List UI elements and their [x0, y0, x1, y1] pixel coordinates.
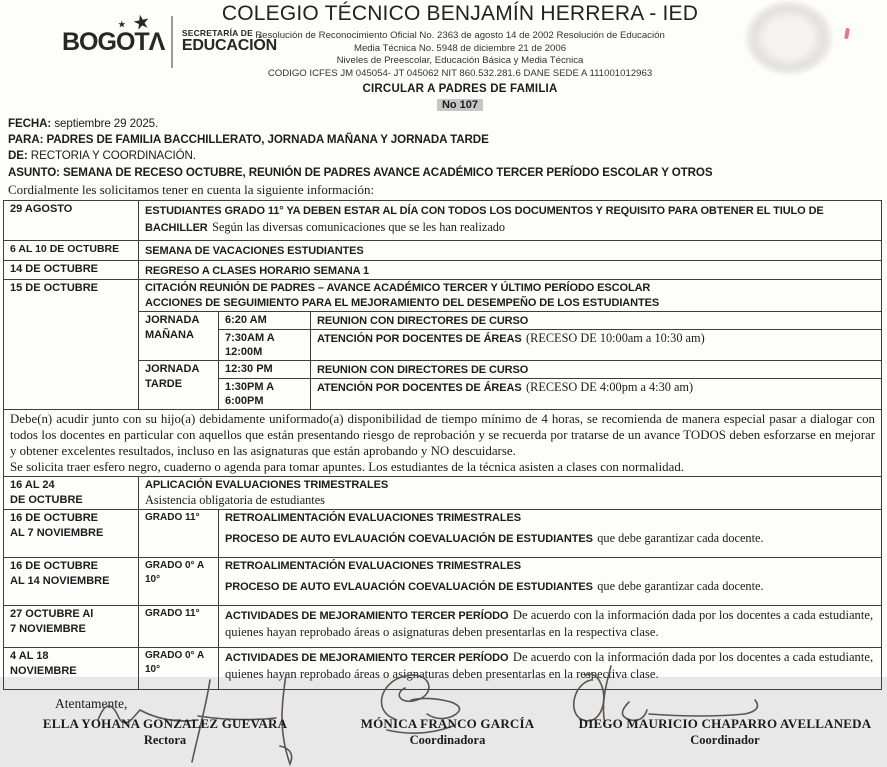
row9-bold-text: ACTIVIDADES DE MEJORAMIENTO TERCER PERÍODO	[225, 652, 509, 665]
slot-desc-normal: (RECESO DE 4:00pm a 4:30 am)	[526, 380, 694, 395]
row3-content	[139, 260, 882, 280]
signer-name: MÓNICA FRANCO GARCÍA	[360, 716, 535, 732]
letter-meta	[0, 108, 887, 200]
resolution-line-3: Niveles de Preescolar, Educación Básica y Media Técnica	[336, 55, 584, 66]
resolution-line-1: Resolución de Reconocimiento Oficial No. 2363 de agosto 14 de 2002 Resolución de Educación	[255, 30, 665, 41]
jornada-manana-cell	[139, 312, 219, 361]
row6-date-line1: 16 DE OCTUBRE	[10, 512, 99, 525]
signature-block-rectora	[0, 716, 330, 748]
row5-date	[4, 477, 139, 510]
row4-title-2: ACCIONES DE SEGUIMIENTO PARA EL MEJORAMIENTO DEL DESEMPEÑO DE LOS ESTUDIANTES	[145, 296, 660, 309]
row3-bold-text: REGRESO A CLASES HORARIO SEMANA 1	[145, 264, 370, 277]
bogota-text: BOGOT	[62, 27, 149, 56]
jornada-tarde-cell	[139, 361, 219, 410]
seal-stamp-icon	[744, 0, 834, 76]
row7-date	[4, 558, 139, 606]
school-name: COLEGIO TÉCNICO BENJAMÍN HERRERA - IED	[221, 2, 699, 25]
slot-desc-bold: ATENCIÓN POR DOCENTES DE ÁREAS	[317, 333, 522, 346]
fecha-line	[8, 116, 879, 132]
table-row	[4, 201, 882, 241]
table-row	[4, 410, 882, 477]
row7-bold-line1: RETROALIMENTACIÓN EVALUACIONES TRIMESTRALES	[225, 560, 521, 573]
table-row	[4, 260, 882, 280]
asunto-value: SEMANA DE RECESO OCTUBRE, REUNIÓN DE PADRES AVANCE ACADÉMICO TERCER PERÍODO ESCOLAR Y OTROS	[63, 165, 713, 179]
fecha-value: septiembre 29 2025.	[54, 117, 159, 130]
slot-time: 12:30 PM	[219, 361, 311, 379]
para-line	[8, 132, 879, 148]
circular-number-badge: No 107	[437, 99, 483, 111]
asunto-label: ASUNTO:	[8, 165, 60, 179]
row8-bold-text: ACTIVIDADES DE MEJORAMIENTO TERCER PERÍODO	[225, 610, 509, 623]
row8-content	[219, 606, 882, 648]
star-icon: ★	[132, 11, 151, 33]
resolution-line-2: Media Técnica No. 5948 de diciembre 21 de 2006	[353, 42, 567, 54]
row1-date: 29 AGOSTO	[4, 201, 139, 241]
closing-line: Atentamente,	[55, 696, 128, 712]
jornada-label: JORNADA	[145, 314, 200, 327]
educacion-text: EDUCACIÓN	[181, 37, 277, 55]
header-center-block	[160, 2, 760, 113]
table-row	[4, 510, 882, 558]
de-line	[8, 148, 879, 164]
row2-content	[139, 241, 882, 261]
row9-grado: GRADO 0° A 10°	[139, 648, 219, 690]
slot-desc	[311, 330, 882, 361]
slot-desc-normal: (RECESO DE 10:00am a 10:30 am)	[526, 331, 705, 346]
row4-title-1: CITACIÓN REUNIÓN DE PADRES – AVANCE ACADÉMICO TERCER Y ÚLTIMO PERÍODO ESCOLAR	[145, 282, 651, 295]
row7-grado: GRADO 0° A 10°	[139, 558, 219, 606]
slot-time: 1:30PM A 6:00PM	[219, 379, 311, 410]
note-row	[4, 410, 882, 477]
slot-desc-bold: ATENCIÓN POR DOCENTES DE ÁREAS	[317, 382, 522, 395]
row7-date-line2: AL 14 NOVIEMBRE	[10, 575, 110, 588]
bogota-wordmark	[62, 11, 165, 57]
row7-content	[219, 558, 882, 606]
row5-date-line2: DE OCTUBRE	[10, 494, 83, 507]
row8-grado: GRADO 11°	[139, 606, 219, 648]
jornada-label: JORNADA	[145, 363, 200, 376]
signer-role: Coordinador	[690, 733, 760, 748]
signer-role: Rectora	[143, 733, 187, 748]
row2-date: 6 AL 10 DE OCTUBRE	[4, 241, 139, 261]
row8-date-line1: 27 OCTUBRE Al	[10, 608, 94, 621]
table-row	[4, 477, 882, 510]
resolution-lines	[160, 30, 760, 80]
para-label: PARA:	[8, 133, 44, 147]
slot-desc-bold: REUNION CON DIRECTORES DE CURSO	[317, 364, 529, 377]
codes-line: CODIGO ICFES JM 045054- JT 045062 NIT 860.532.281.6 DANE SEDE A 111001012963	[267, 67, 653, 79]
row9-date-line2: NOVIEMBRE	[10, 665, 77, 678]
row9-date-line1: 4 AL 18	[10, 650, 49, 663]
row6-date	[4, 510, 139, 558]
secretaria-de-text: SECRETARÍA DE	[181, 28, 253, 39]
row8-date	[4, 606, 139, 648]
fecha-label: FECHA:	[8, 117, 52, 130]
star-small-icon: ★	[118, 19, 125, 29]
document-header	[0, 0, 887, 111]
row5-normal-text: Asistencia obligatoria de estudiantes	[145, 492, 325, 507]
row8-normal-text: De acuerdo con la información dada por los docentes a cada estudiante, quienes hayan reprobado áreas o asignaturas deben presentarlas en la respectiva clase.	[225, 608, 874, 639]
note-last-line: Se solicita traer esfero negro, cuaderno o agenda para tomar apuntes. Los estudiantes de la técnica asisten a clases con normalidad.	[10, 460, 684, 475]
row3-date: 14 DE OCTUBRE	[4, 260, 139, 280]
row7-bold-line2: PROCESO DE AUTO EVLAUACIÓN COEVALUACIÓN DE ESTUDIANTES	[225, 580, 593, 593]
schedule-table	[3, 200, 882, 690]
circular-title: CIRCULAR A PADRES DE FAMILIA	[362, 83, 558, 95]
row1-content	[139, 201, 882, 241]
signature-block-coordinador	[565, 716, 885, 748]
note-paragraph: Debe(n) acudir junto con su hijo(a) debidamente uniformado(a) disponibilidad de tiempo mínimo de 4 horas, se recomienda de manera especial pasar a dialogar con todos los docentes en particular con aquellos que están presentando riesgo de reprobación y se recuerda por tratarse de un avance TODOS deben esforzarse en mejorar y obtener excelentes resultados, incluso en las asignaturas que están aprobando y NO descuidarse.	[10, 412, 875, 459]
row5-bold-text: APLICACIÓN EVALUACIONES TRIMESTRALES	[145, 479, 389, 492]
row8-date-line2: 7 NOVIEMBRE	[10, 623, 86, 636]
row4-titles	[139, 280, 882, 312]
row7-date-line1: 16 DE OCTUBRE	[10, 560, 99, 573]
row2-bold-text: SEMANA DE VACACIONES ESTUDIANTES	[145, 245, 364, 258]
intro-line: Cordialmente les solicitamos tener en cuenta la siguiente información:	[8, 181, 375, 197]
slot-desc	[311, 312, 882, 330]
para-value: PADRES DE FAMILIA BACCHILLERATO, JORNADA MAÑANA Y JORNADA TARDE	[46, 133, 489, 147]
row7-normal-text: que debe garantizar cada docente.	[597, 578, 764, 593]
row9-content	[219, 648, 882, 690]
slot-time: 7:30AM A 12:00M	[219, 330, 311, 361]
signature-section	[0, 694, 887, 756]
bogota-a-glyph: Λ	[148, 27, 165, 56]
de-label: DE:	[8, 149, 28, 163]
table-row	[4, 280, 882, 312]
table-row	[4, 241, 882, 261]
asunto-line	[8, 165, 879, 181]
table-row	[4, 606, 882, 648]
row6-bold-line1: RETROALIMENTACIÓN EVALUACIONES TRIMESTRALES	[225, 512, 521, 525]
signer-name: DIEGO MAURICIO CHAPARRO AVELLANEDA	[578, 716, 872, 732]
signer-role: Coordinadora	[409, 733, 486, 748]
red-ink-mark	[844, 28, 850, 40]
jornada-manana-label: MAÑANA	[145, 329, 194, 342]
row1-normal-text: Según las diversas comunicaciones que se les han realizado	[212, 219, 506, 234]
jornada-tarde-label: TARDE	[145, 378, 183, 391]
row1-bold-text: ESTUDIANTES GRADO 11° YA DEBEN ESTAR AL DÍA CON TODOS LOS DOCUMENTOS Y REQUISITO PARA OBTENER EL TIULO DE BACHILLER	[145, 205, 824, 234]
signature-block-coordinadora	[330, 716, 565, 748]
slot-desc-bold: REUNION CON DIRECTORES DE CURSO	[317, 315, 529, 328]
slot-time: 6:20 AM	[219, 312, 311, 330]
table-row	[4, 558, 882, 606]
row5-content	[139, 477, 882, 510]
signature-row	[0, 716, 887, 748]
row6-date-line2: AL 7 NOVIEMBRE	[10, 527, 104, 540]
row6-content	[219, 510, 882, 558]
de-value: RECTORIA Y COORDINACIÓN.	[30, 149, 196, 163]
row9-date	[4, 648, 139, 690]
table-row	[4, 648, 882, 690]
slot-desc	[311, 379, 882, 410]
row9-normal-text: De acuerdo con la información dada por los docentes a cada estudiante, quienes hayan reprobado áreas o asignaturas deben presentarlas en la respectiva clase.	[225, 650, 874, 681]
row4-date: 15 DE OCTUBRE	[4, 280, 139, 410]
slot-desc	[311, 361, 882, 379]
row6-bold-line2: PROCESO DE AUTO EVLAUACIÓN COEVALUACIÓN DE ESTUDIANTES	[225, 532, 593, 545]
signer-name: ELLA YOHANA GONZALEZ GUEVARA	[42, 716, 288, 732]
row6-grado: GRADO 11°	[139, 510, 219, 558]
row5-date-line1: 16 AL 24	[10, 479, 55, 492]
row6-normal-text: que debe garantizar cada docente.	[597, 530, 764, 545]
